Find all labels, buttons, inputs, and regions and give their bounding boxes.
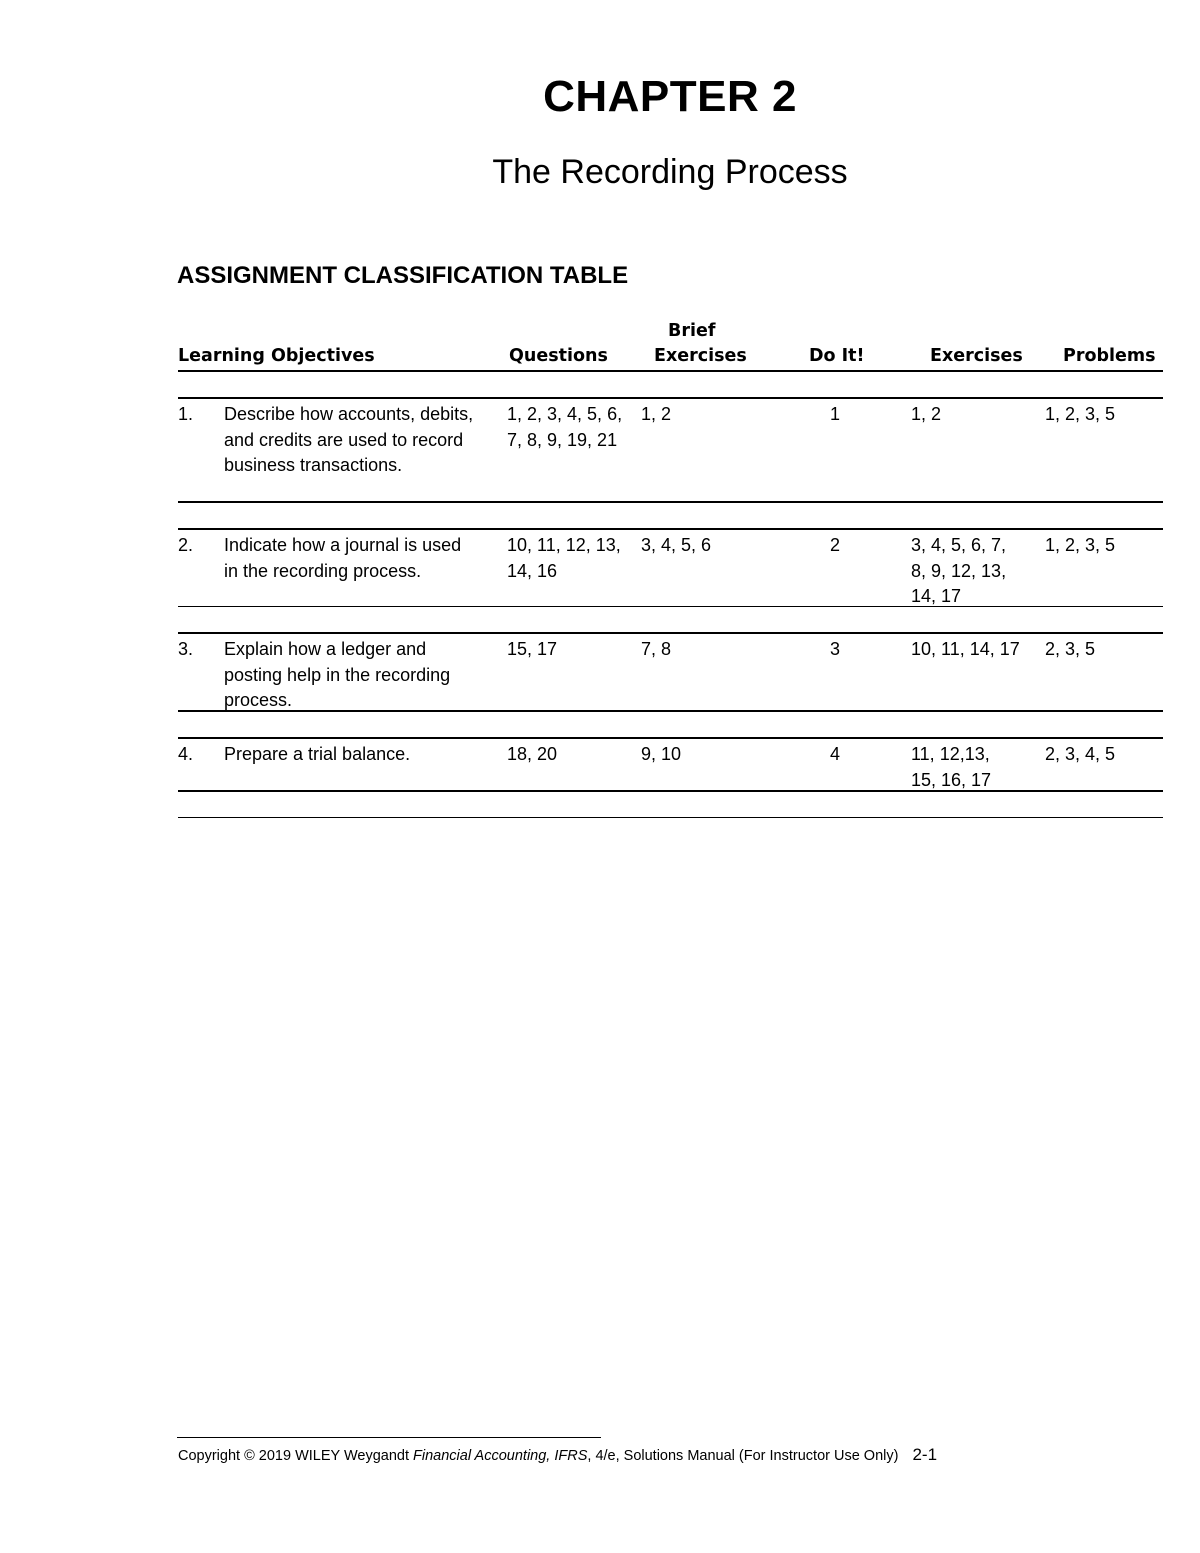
row-problems: 1, 2, 3, 5: [1045, 535, 1116, 555]
row-do-it: 4: [830, 744, 841, 764]
row-brief-exercises: 3, 4, 5, 6: [641, 535, 712, 555]
section-heading: ASSIGNMENT CLASSIFICATION TABLE: [177, 262, 629, 289]
row-brief-exercises: 7, 8: [641, 639, 672, 659]
row-bottom-rule: [178, 710, 1163, 712]
header-rule: [178, 370, 1163, 372]
row-questions: 1, 2, 3, 4, 5, 6, 7, 8, 9, 19, 21: [507, 404, 623, 450]
row-exercises: 10, 11, 14, 17: [911, 639, 1020, 659]
row-problems: 2, 3, 5: [1045, 639, 1096, 659]
row-bottom-rule: [178, 790, 1163, 792]
row-problems: 2, 3, 4, 5: [1045, 744, 1116, 764]
row-objective: Explain how a ledger and posting help in the recording process.: [224, 639, 451, 711]
row-questions: 15, 17: [507, 639, 558, 659]
row-questions: 10, 11, 12, 13, 14, 16: [507, 535, 621, 581]
header-do-it: Do It!: [809, 346, 865, 366]
page-number: 2-1: [912, 1445, 938, 1464]
table-end-rule: [178, 817, 1163, 818]
footer-edition: , 4/e, Solutions Manual (For Instructor Use Only): [587, 1448, 899, 1464]
row-do-it: 3: [830, 639, 841, 659]
table-row: [178, 530, 1163, 606]
table-row: [178, 634, 1163, 710]
header-questions: Questions: [509, 346, 608, 366]
row-exercises: 11, 12,13, 15, 16, 17: [911, 744, 992, 790]
row-exercises: 3, 4, 5, 6, 7, 8, 9, 12, 13, 14, 17: [911, 535, 1007, 607]
row-do-it: 2: [830, 535, 841, 555]
table-row: [178, 399, 1163, 501]
row-questions: 18, 20: [507, 744, 558, 764]
row-problems: 1, 2, 3, 5: [1045, 404, 1116, 424]
row-do-it: 1: [830, 404, 841, 424]
row-bottom-rule: [178, 501, 1163, 503]
footer-rule: [177, 1437, 601, 1438]
header-problems: Problems: [1063, 346, 1156, 366]
row-objective: Indicate how a journal is used in the recording process.: [224, 535, 462, 581]
header-brief: Brief: [668, 321, 716, 341]
chapter-title: CHAPTER 2: [543, 72, 797, 121]
assignment-classification-table: [178, 318, 1163, 818]
table-row: [178, 739, 1163, 790]
footer-book-title: Financial Accounting, IFRS: [413, 1448, 588, 1464]
footer-copyright: Copyright © 2019 WILEY Weygandt: [178, 1448, 414, 1464]
row-objective: Describe how accounts, debits, and credits are used to record business transactions.: [224, 404, 474, 476]
row-exercises: 1, 2: [911, 404, 942, 424]
row-number: 2.: [178, 535, 194, 555]
row-brief-exercises: 9, 10: [641, 744, 682, 764]
header-exercises: Exercises: [930, 346, 1023, 366]
row-number: 3.: [178, 639, 194, 659]
row-number: 4.: [178, 744, 194, 764]
table-header: [178, 318, 1163, 370]
row-brief-exercises: 1, 2: [641, 404, 672, 424]
header-learning-objectives: Learning Objectives: [178, 346, 375, 366]
page-footer: [178, 1445, 937, 1465]
row-objective: Prepare a trial balance.: [224, 744, 411, 764]
row-number: 1.: [178, 404, 194, 424]
header-brief-exercises: Exercises: [654, 346, 747, 366]
chapter-subtitle: The Recording Process: [492, 153, 848, 191]
row-bottom-rule: [178, 606, 1163, 607]
